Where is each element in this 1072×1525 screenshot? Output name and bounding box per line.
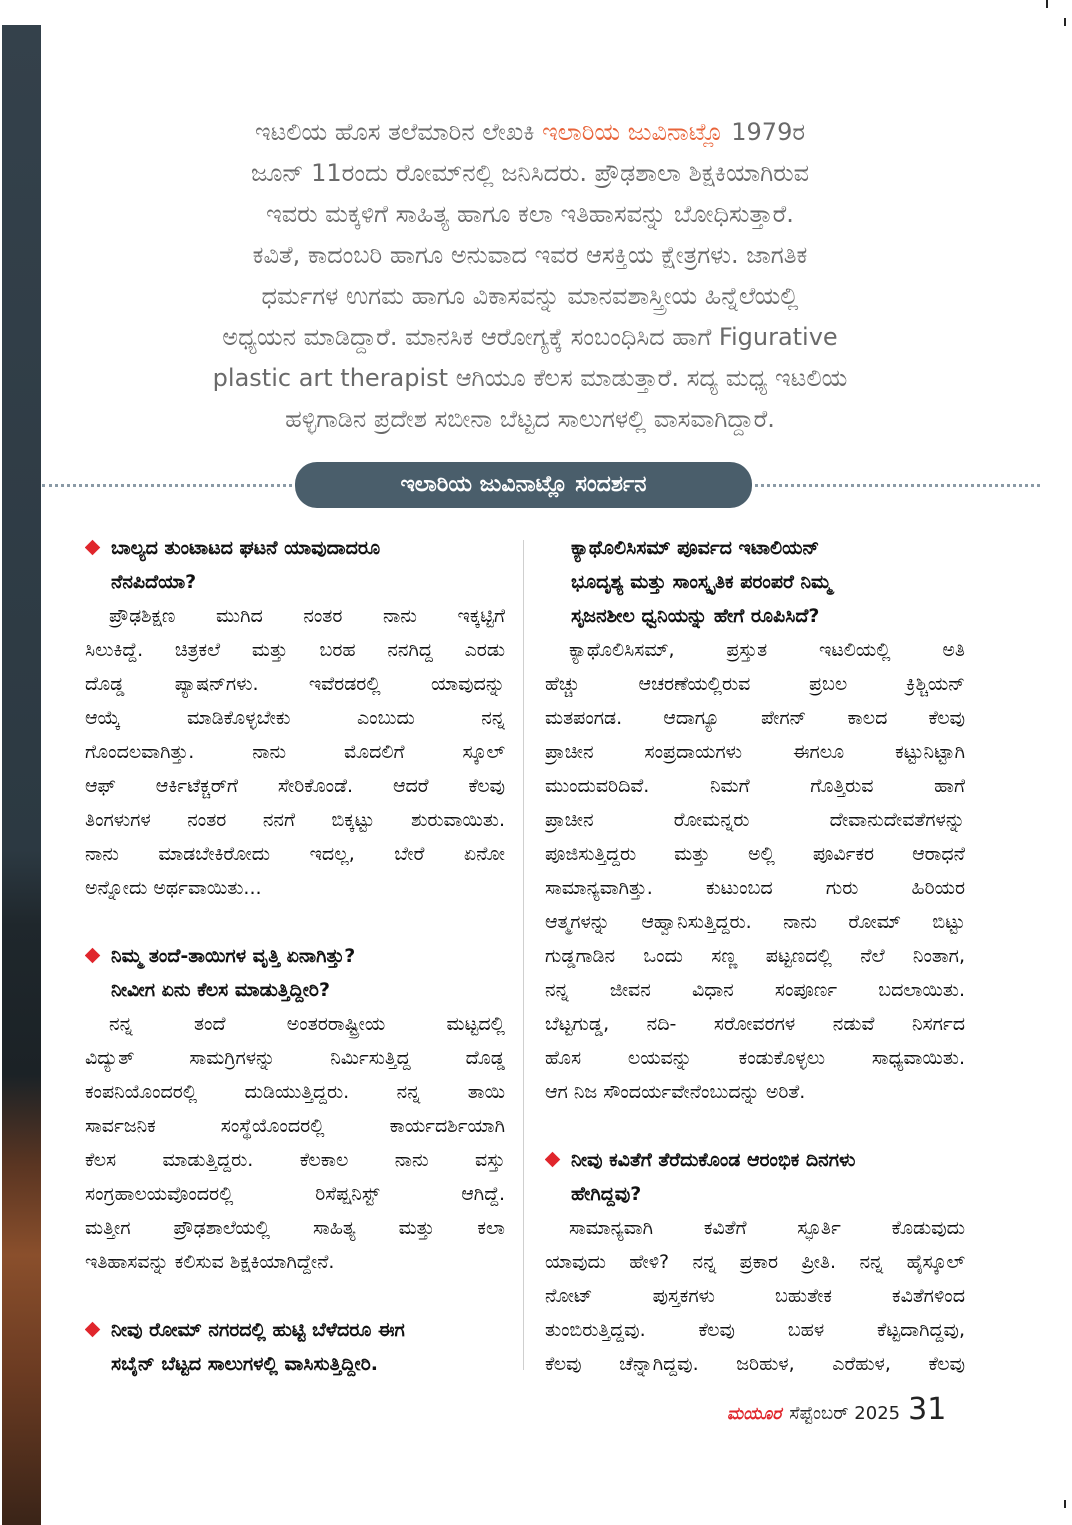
- intro-line: ಹಳ್ಳಿಗಾಡಿನ ಪ್ರದೇಶ ಸಬೀನಾ ಬೆಟ್ಟದ ಸಾಲುಗಳಲ್ಲಿ ವಾಸವಾಗಿದ್ದಾರೆ.: [285, 405, 775, 433]
- answer-line: [85, 701, 505, 735]
- intro-line: ಇವರು ಮಕ್ಕಳಿಗೆ ಸಾಹಿತ್ಯ ಹಾಗೂ ಕಲಾ ಇತಿಹಾಸವನ್ನು ಬೋಧಿಸುತ್ತಾರೆ.: [266, 200, 794, 228]
- answer-line: [545, 905, 965, 939]
- line-text: ಸಂಗ್ರಹಾಲಯವೊಂದರಲ್ಲಿ ರಿಸೆಪ್ಷನಿಸ್ಟ್ ಆಗಿದ್ದೆ.: [85, 1183, 505, 1205]
- interview-answer: [545, 633, 965, 1109]
- line-text: ಯಾವುದು ಹೇಳಿ? ನನ್ನ ಪ್ರಕಾರ ಪ್ರೀತಿ. ನನ್ನ ಹೈಸ್ಕೂಲ್: [545, 1251, 965, 1273]
- column-divider: [523, 540, 524, 1370]
- intro-line: ಜೂನ್ 11ರಂದು ರೋಮ್‌ನಲ್ಲಿ ಜನಿಸಿದರು. ಪ್ರೌಢಶಾಲಾ ಶಿಕ್ಷಕಿಯಾಗಿರುವ: [250, 159, 810, 187]
- interview-answer: [545, 1211, 965, 1381]
- answer-line: [545, 939, 965, 973]
- line-text: ತಿಂಗಳುಗಳ ನಂತರ ನನಗೆ ಬಿಕ್ಕಟ್ಟು ಶುರುವಾಯಿತು.: [85, 809, 505, 831]
- answer-line: [545, 973, 965, 1007]
- question-line: [85, 1347, 505, 1381]
- interview-question: [85, 939, 505, 1007]
- answer-line: [545, 1279, 965, 1313]
- divider-left: [42, 484, 292, 487]
- answer-line: [545, 1313, 965, 1347]
- question-line: [85, 939, 505, 973]
- answer-line: [85, 1007, 505, 1041]
- line-text: ಪ್ರಾಚೀನ ಸಂಪ್ರದಾಯಗಳು ಈಗಲೂ ಕಟ್ಟುನಿಟ್ಟಾಗಿ: [545, 741, 965, 763]
- line-text: ಪ್ರೌಢಶಿಕ್ಷಣ ಮುಗಿದ ನಂತರ ನಾನು ಇಕ್ಕಟ್ಟಿಗೆ: [109, 605, 505, 627]
- diamond-bullet-icon: [85, 540, 100, 556]
- answer-line: [545, 633, 965, 667]
- left-column: [85, 531, 505, 1381]
- line-text: ಗುಡ್ಡಗಾಡಿನ ಒಂದು ಸಣ್ಣ ಪಟ್ಟಣದಲ್ಲಿ ನೆಲೆ ನಿಂತಾಗ,: [545, 945, 965, 967]
- crop-mark: [1064, 1500, 1066, 1508]
- interview-answer: [85, 599, 505, 905]
- answer-line: [85, 1041, 505, 1075]
- line-text: ನನ್ನ ತಂದೆ ಅಂತರರಾಷ್ಟ್ರೀಯ ಮಟ್ಟದಲ್ಲಿ: [109, 1013, 505, 1035]
- question-line: [545, 1143, 965, 1177]
- line-text: ಕೆಲಸ ಮಾಡುತ್ತಿದ್ದರು. ಕೆಲಕಾಲ ನಾನು ವಸ್ತು: [85, 1149, 505, 1171]
- answer-line: [545, 837, 965, 871]
- crop-mark: [1064, 18, 1066, 26]
- author-intro: [90, 112, 970, 440]
- line-text: ನೀವೀಗ ಏನು ಕೆಲಸ ಮಾಡುತ್ತಿದ್ದೀರಿ?: [111, 979, 330, 1001]
- line-text: ಹೊಸ ಲಯವನ್ನು ಕಂಡುಕೊಳ್ಳಲು ಸಾಧ್ಯವಾಯಿತು.: [545, 1047, 965, 1069]
- answer-line: [85, 633, 505, 667]
- answer-line: [545, 1347, 965, 1381]
- page-number: 31: [908, 1392, 947, 1427]
- question-line: [85, 565, 505, 599]
- right-column: [545, 531, 965, 1381]
- line-text: ಪ್ರಾಚೀನ ರೋಮನ್ನರು ದೇವಾನುದೇವತೆಗಳನ್ನು: [545, 809, 965, 831]
- question-line: [85, 531, 505, 565]
- line-text: ಅನ್ನೋದು ಅರ್ಥವಾಯಿತು...: [85, 877, 262, 899]
- line-text: ಬೆಟ್ಟಗುಡ್ಡ, ನದಿ- ಸರೋವರಗಳ ನಡುವೆ ನಿಸರ್ಗದ: [545, 1013, 965, 1035]
- line-text: ಸಾಮಾನ್ಯವಾಗಿ ಕವಿತೆಗೆ ಸ್ಫೂರ್ತಿ ಕೊಡುವುದು: [569, 1217, 965, 1239]
- intro-line: ಕವಿತೆ, ಕಾದಂಬರಿ ಹಾಗೂ ಅನುವಾದ ಇವರ ಆಸಕ್ತಿಯ ಕ್ಷೇತ್ರಗಳು. ಜಾಗತಿಕ: [252, 241, 808, 269]
- question-line: [85, 1313, 505, 1347]
- line-text: ಕಂಪನಿಯೊಂದರಲ್ಲಿ ದುಡಿಯುತ್ತಿದ್ದರು. ನನ್ನ ತಾಯಿ: [85, 1081, 505, 1103]
- spacer: [85, 1279, 505, 1313]
- line-text: ನೀವು ಕವಿತೆಗೆ ತೆರೆದುಕೊಂಡ ಆರಂಭಿಕ ದಿನಗಳು: [571, 1149, 856, 1171]
- line-text: ಇತಿಹಾಸವನ್ನು ಕಲಿಸುವ ಶಿಕ್ಷಕಿಯಾಗಿದ್ದೇನೆ.: [85, 1251, 335, 1273]
- line-text: ಭೂದೃಶ್ಯ ಮತ್ತು ಸಾಂಸ್ಕೃತಿಕ ಪರಂಪರೆ ನಿಮ್ಮ: [571, 571, 832, 593]
- interview-question: [545, 531, 965, 633]
- magazine-logo: ಮಯೂರ: [727, 1404, 782, 1424]
- line-text: ಮುಂದುವರಿದಿವೆ. ನಿಮಗೆ ಗೊತ್ತಿರುವ ಹಾಗೆ: [545, 775, 965, 797]
- question-line: [545, 1177, 965, 1211]
- line-text: ಕೆಲವು ಚೆನ್ನಾಗಿದ್ದವು. ಜರಿಹುಳ, ಎರೆಹುಳ, ಕೆಲವು: [545, 1353, 965, 1375]
- line-text: ಆಫ್ ಆರ್ಕಿಟೆಕ್ಚರ್‌ಗೆ ಸೇರಿಕೊಂಡೆ. ಆದರೆ ಕೆಲವು: [85, 775, 505, 797]
- intro-text: ಇಟಲಿಯ ಹೊಸ ತಲೆಮಾರಿನ ಲೇಖಕಿ: [254, 118, 543, 146]
- answer-line: [545, 1007, 965, 1041]
- page-footer: [727, 1392, 946, 1432]
- answer-line: [85, 1245, 505, 1279]
- answer-line: [545, 735, 965, 769]
- line-text: ಮತಪಂಗಡ. ಆದಾಗ್ಯೂ ಪೇಗನ್ ಕಾಲದ ಕೆಲವು: [545, 707, 965, 729]
- answer-line: [85, 1075, 505, 1109]
- line-text: ಪೂಜಿಸುತ್ತಿದ್ದರು ಮತ್ತು ಅಲ್ಲಿ ಪೂರ್ವಿಕರ ಆರಾಧನೆ: [545, 843, 965, 865]
- answer-line: [545, 803, 965, 837]
- line-text: ನೋಟ್ ಪುಸ್ತಕಗಳು ಬಹುತೇಕ ಕವಿತೆಗಳಿಂದ: [545, 1285, 965, 1307]
- answer-line: [545, 769, 965, 803]
- question-line: [545, 565, 965, 599]
- question-line: [545, 599, 965, 633]
- answer-line: [545, 701, 965, 735]
- divider-right: [755, 484, 1040, 487]
- answer-line: [85, 1177, 505, 1211]
- line-text: ಸಾಮಾನ್ಯವಾಗಿತ್ತು. ಕುಟುಂಬದ ಗುರು ಹಿರಿಯರ: [545, 877, 965, 899]
- intro-text: 1979ರ: [723, 118, 806, 146]
- line-text: ನಿಮ್ಮ ತಂದೆ-ತಾಯಿಗಳ ವೃತ್ತಿ ಏನಾಗಿತ್ತು?: [111, 945, 356, 967]
- answer-line: [85, 667, 505, 701]
- line-text: ಕ್ಯಾಥೊಲಿಸಿಸಮ್, ಪ್ರಸ್ತುತ ಇಟಲಿಯಲ್ಲಿ ಅತಿ: [569, 639, 965, 661]
- interview-answer: [85, 1007, 505, 1279]
- line-text: ಮತ್ತೀಗ ಪ್ರೌಢಶಾಲೆಯಲ್ಲಿ ಸಾಹಿತ್ಯ ಮತ್ತು ಕಲಾ: [85, 1217, 505, 1239]
- line-text: ಆಯ್ಕೆ ಮಾಡಿಕೊಳ್ಳಬೇಕು ಎಂಬುದು ನನ್ನ: [85, 707, 505, 729]
- diamond-bullet-icon: [545, 1152, 560, 1168]
- answer-line: [85, 871, 505, 905]
- line-text: ನೆನಪಿದೆಯಾ?: [111, 571, 197, 593]
- question-line: [85, 973, 505, 1007]
- line-text: ಸಬೈನ್ ಬೆಟ್ಟದ ಸಾಲುಗಳಲ್ಲಿ ವಾಸಿಸುತ್ತಿದ್ದೀರಿ.: [111, 1353, 379, 1375]
- diamond-bullet-icon: [85, 1322, 100, 1338]
- answer-line: [545, 1075, 965, 1109]
- line-text: ವಿದ್ಯುತ್ ಸಾಮಗ್ರಿಗಳನ್ನು ನಿರ್ಮಿಸುತ್ತಿದ್ದ ದೊಡ್ಡ: [85, 1047, 505, 1069]
- line-text: ನಾನು ಮಾಡಬೇಕಿರೋದು ಇದಲ್ಲ, ಬೇರೆ ಏನೋ: [85, 843, 505, 865]
- answer-line: [545, 667, 965, 701]
- answer-line: [545, 1041, 965, 1075]
- line-text: ಹೆಚ್ಚು ಆಚರಣೆಯಲ್ಲಿರುವ ಪ್ರಬಲ ಕ್ರಿಶ್ಚಿಯನ್: [545, 673, 965, 695]
- answer-line: [545, 1211, 965, 1245]
- question-line: [545, 531, 965, 565]
- line-text: ನೀವು ರೋಮ್ ನಗರದಲ್ಲಿ ಹುಟ್ಟಿ ಬೆಳೆದರೂ ಈಗ: [111, 1319, 405, 1341]
- line-text: ತುಂಬಿರುತ್ತಿದ್ದವು. ಕೆಲವು ಬಹಳ ಕೆಟ್ಟದಾಗಿದ್ದವು,: [545, 1319, 965, 1341]
- line-text: ಸಿಲುಕಿದ್ದೆ. ಚಿತ್ರಕಲೆ ಮತ್ತು ಬರಹ ನನಗಿದ್ದ ಎರಡು: [85, 639, 505, 661]
- line-text: ಸೃಜನಶೀಲ ಧ್ವನಿಯನ್ನು ಹೇಗೆ ರೂಪಿಸಿದೆ?: [571, 605, 820, 627]
- answer-line: [85, 769, 505, 803]
- intro-line: plastic art therapist ಆಗಿಯೂ ಕೆಲಸ ಮಾಡುತ್ತಾರೆ. ಸದ್ಯ ಮಧ್ಯ ಇಟಲಿಯ: [212, 364, 848, 392]
- spacer: [85, 905, 505, 939]
- answer-line: [545, 871, 965, 905]
- interview-question: [545, 1143, 965, 1211]
- author-name: ಇಲಾರಿಯ ಜುವಿನಾಟ್ಲೊ: [542, 118, 724, 146]
- line-text: ಕ್ಯಾಥೊಲಿಸಿಸಮ್ ಪೂರ್ವದ ಇಟಾಲಿಯನ್: [571, 537, 820, 559]
- interview-question: [85, 531, 505, 599]
- answer-line: [85, 735, 505, 769]
- answer-line: [85, 1211, 505, 1245]
- answer-line: [545, 1245, 965, 1279]
- answer-line: [85, 599, 505, 633]
- interview-question: [85, 1313, 505, 1381]
- line-text: ಹೇಗಿದ್ದವು?: [571, 1183, 642, 1205]
- line-text: ಗೊಂದಲವಾಗಿತ್ತು. ನಾನು ಮೊದಲಿಗೆ ಸ್ಕೂಲ್: [85, 741, 505, 763]
- spacer: [545, 1109, 965, 1143]
- intro-line: ಧರ್ಮಗಳ ಉಗಮ ಹಾಗೂ ವಿಕಾಸವನ್ನು ಮಾನವಶಾಸ್ತ್ರೀಯ ಹಿನ್ನೆಲೆಯಲ್ಲಿ: [261, 282, 799, 310]
- intro-line: ಅಧ್ಯಯನ ಮಾಡಿದ್ದಾರೆ. ಮಾನಸಿಕ ಆರೋಗ್ಯಕ್ಕೆ ಸಂಬಂಧಿಸಿದ ಹಾಗೆ Figurative: [222, 323, 838, 351]
- line-text: ಆಗ ನಿಜ ಸೌಂದರ್ಯವೇನೆಂಬುದನ್ನು ಅರಿತೆ.: [545, 1081, 806, 1103]
- line-text: ಸಾರ್ವಜನಿಕ ಸಂಸ್ಥೆಯೊಂದರಲ್ಲಿ ಕಾರ್ಯದರ್ಶಿಯಾಗಿ: [85, 1115, 505, 1137]
- intro-line: [90, 112, 970, 153]
- line-text: ಬಾಲ್ಯದ ತುಂಟಾಟದ ಘಟನೆ ಯಾವುದಾದರೂ: [111, 537, 381, 559]
- line-text: ನನ್ನ ಜೀವನ ವಿಧಾನ ಸಂಪೂರ್ಣ ಬದಲಾಯಿತು.: [545, 979, 965, 1001]
- diamond-bullet-icon: [85, 948, 100, 964]
- line-text: ದೊಡ್ಡ ಪ್ಯಾಷನ್‌ಗಳು. ಇವೆರಡರಲ್ಲಿ ಯಾವುದನ್ನು: [85, 673, 505, 695]
- answer-line: [85, 803, 505, 837]
- interview-banner: ಇಲಾರಿಯ ಜುವಿನಾಟ್ಲೊ ಸಂದರ್ಶನ: [295, 462, 752, 508]
- cover-image-strip: [2, 25, 41, 1525]
- issue-date: ಸೆಪ್ಟೆಂಬರ್ 2025: [789, 1403, 901, 1424]
- answer-line: [85, 837, 505, 871]
- line-text: ಆತ್ಮಗಳನ್ನು ಆಹ್ವಾನಿಸುತ್ತಿದ್ದರು. ನಾನು ರೋಮ್ ಬಿಟ್ಟು: [545, 911, 965, 933]
- answer-line: [85, 1143, 505, 1177]
- crop-mark: [1046, 0, 1048, 8]
- answer-line: [85, 1109, 505, 1143]
